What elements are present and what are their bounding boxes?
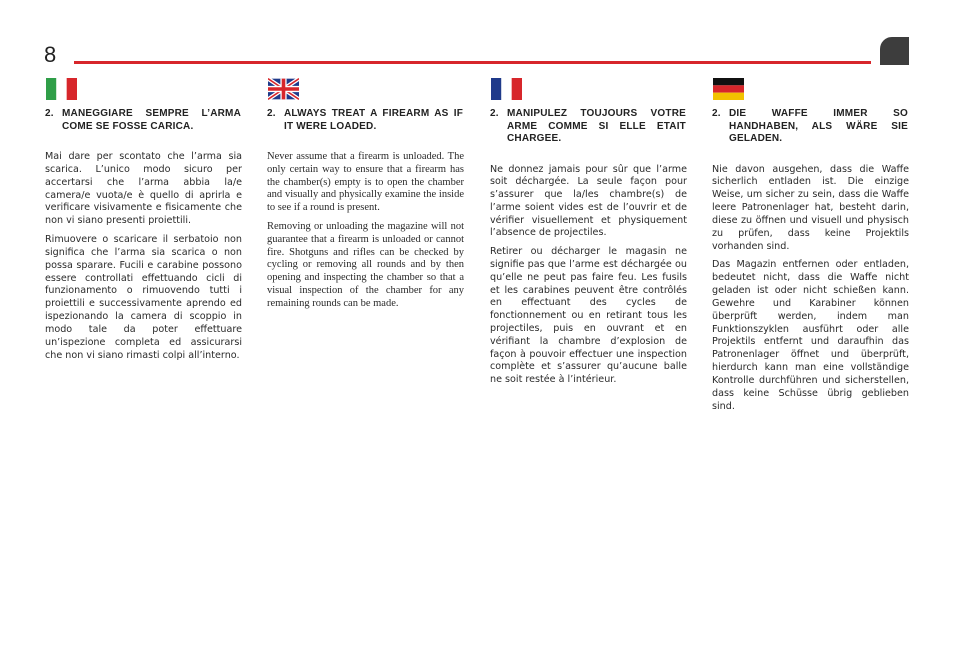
column-italian — [45, 78, 242, 363]
paragraph-1: Mai dare per scontato che l’arma sia scarica. L’unico modo sicuro per accertarsi che l’arma abbia la/e camera/e vuota/e è quello di aprirla e verificare visivamente e fisicamente che non vi siano presenti proiettili. — [45, 151, 242, 227]
uk-flag-icon — [268, 78, 299, 100]
paragraph-1: Ne donnez jamais pour sûr que l’arme soit déchargée. La seule façon pour s’assurer que la/les chambre(s) de l’arme soient vides est de l’ouvrir et de vérifier visuellement et physiquement l’absence de projectiles. — [490, 163, 687, 239]
italy-flag-icon — [46, 78, 77, 100]
column-german — [712, 78, 909, 414]
page-number: 8 — [44, 42, 57, 67]
section-heading — [45, 108, 242, 133]
paragraph-2: Removing or unloading the magazine will not guarantee that a firearm is unloaded or cannot fire. Shotguns and rifles can be checked by cycling or removing all rounds and by then opening and inspecting the chamber so that a visual inspection of the chamber for any remaining rounds can be made. — [267, 220, 464, 309]
heading-text: MANIPULEZ TOUJOURS VOTRE ARME COMME SI ELLE ETAIT CHARGEE. — [507, 108, 686, 144]
paragraph-2: Rimuovere o scaricare il serbatoio non significa che l’arma sia scarica o non possa sparare. Fucili e carabine possono essere controllati effettuando cicli di funzionamento o rimuovendo tutti i proiettili e successivamente aprendo ed ispezionando la camera di scoppio in modo tale da poter effettuare un’ispezione completa ed assicurarsi che non vi siano rimasti colpi all’interno. — [45, 234, 242, 361]
france-flag-icon — [491, 78, 522, 100]
paragraph-2: Das Magazin entfernen oder entladen, bedeutet nicht, dass die Waffe nicht geladen ist oder nicht schießen kann. Gewehre und Karabiner können überprüft werden, indem man Funktionszyklen ausführt oder alle Projektils entfernt und daraufhin das Patronenlager öffnet und überprüft, hierdurch kann man eine vollständige Kontrolle durchführen und sicherstellen, dass keine Schüsse übrig geblieben sind. — [712, 259, 909, 412]
heading-number: 2. — [712, 108, 721, 119]
section-heading — [490, 108, 687, 146]
paragraph-1: Never assume that a firearm is unloaded. The only certain way to ensure that a firearm has the chamber(s) empty is to open the chamber and visually and physically examine the inside to see if a round is present. — [267, 151, 464, 214]
paragraph-1: Nie davon ausgehen, dass die Waffe sicherlich entladen ist. Die einzige Weise, um sicher zu sein, dass die Waffe leere Patronenlager hat, besteht darin, diese zu öffnen und visuell und physisch zu prüfen, dass keine Projektils vorhanden sind. — [712, 163, 909, 252]
paragraph-2: Retirer ou décharger le magasin ne signifie pas que l’arme est déchargée ou qu’elle ne peut pas faire feu. Les fusils et les carabines peuvent être contrôlés en effectuant des cycles de fonctionnement ou en retirant tous les projectiles, puis en ouvrant et en vérifiant la chambre d’explosion de façon à pouvoir effectuer une inspection complète et s’assurer qu’aucune balle ne soit restée à l’intérieur. — [490, 246, 687, 386]
corner-tab — [880, 37, 909, 65]
heading-number: 2. — [267, 108, 276, 119]
section-heading — [712, 108, 909, 146]
heading-text: DIE WAFFE IMMER SO HANDHABEN, ALS WÄRE SIE GELADEN. — [729, 108, 908, 144]
header-rule — [74, 61, 871, 64]
germany-flag-icon — [713, 78, 744, 100]
heading-number: 2. — [45, 108, 54, 119]
heading-text: ALWAYS TREAT A FIREARM AS IF IT WERE LOADED. — [284, 108, 463, 132]
column-french — [490, 78, 687, 387]
heading-number: 2. — [490, 108, 499, 119]
heading-text: MANEGGIARE SEMPRE L’ARMA COME SE FOSSE CARICA. — [62, 108, 241, 132]
section-heading — [267, 108, 464, 133]
column-english — [267, 78, 464, 311]
